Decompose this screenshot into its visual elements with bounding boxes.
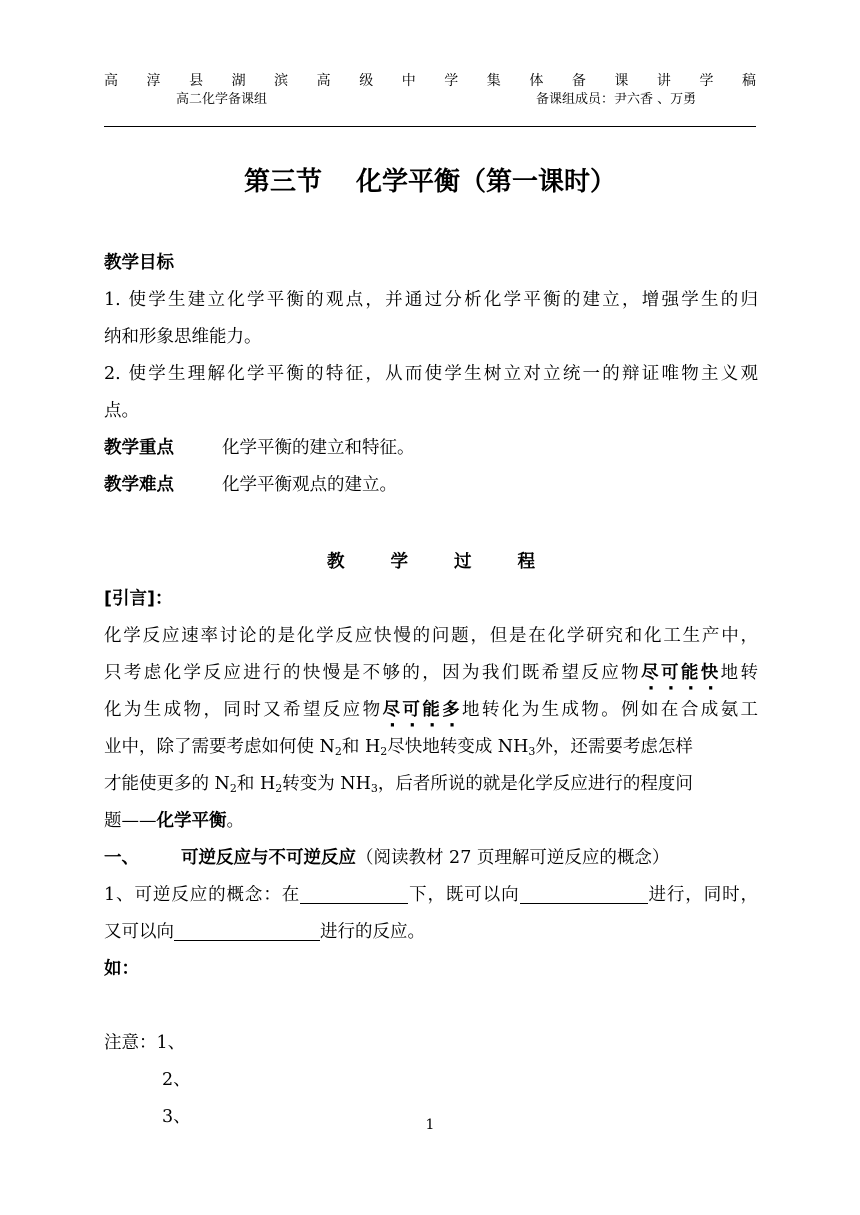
emphasis-as-fast-as-possible	[641, 663, 721, 683]
title-section: 第三节	[243, 167, 322, 197]
header-group: 高二化学备课组	[176, 92, 268, 107]
emphasis-char: 能	[422, 700, 443, 720]
concept-text: 进行的反应。	[320, 922, 425, 942]
difficulty-row	[104, 467, 758, 504]
difficulty-text: 化学平衡观点的建立。	[222, 475, 397, 495]
header-char: 学	[699, 73, 714, 89]
header-char: 课	[614, 73, 629, 89]
header-rule	[104, 126, 756, 127]
objectives-heading: 教学目标	[104, 253, 174, 273]
emphasis-char: 能	[680, 663, 701, 683]
header-char: 级	[359, 73, 374, 89]
note-item: 3、	[162, 1107, 191, 1127]
section-1-heading	[104, 840, 758, 877]
objective-1-line-2: 纳和形象思维能力。	[104, 327, 262, 347]
subscript: 2	[275, 782, 283, 795]
intro-line-3	[104, 692, 758, 729]
intro-text: 尽快地转变成 NH	[387, 737, 529, 757]
intro-text: 。	[226, 811, 244, 831]
subscript: 3	[528, 745, 536, 758]
key-point-label: 教学重点	[104, 438, 174, 458]
intro-line-1: 化学反应速率讨论的是化学反应快慢的问题，但是在化学研究和化工生产中，	[104, 626, 758, 646]
intro-text: 化为生成物，同时又希望反应物	[104, 700, 383, 720]
subscript: 2	[229, 782, 237, 795]
header-char: 稿	[741, 73, 756, 89]
intro-text: 业中，除了需要考虑如何使 N	[104, 737, 335, 757]
intro-line-6	[104, 803, 758, 840]
emphasis-char: 可	[402, 700, 423, 720]
header-char: 高	[104, 73, 118, 89]
header-char: 讲	[656, 73, 671, 89]
process-heading: 教学过程	[327, 552, 581, 572]
concept-text: 又可以向	[104, 922, 174, 942]
emphasis-char: 快	[700, 663, 721, 683]
emphasis-char: 尽	[382, 700, 403, 720]
header-char: 中	[401, 73, 416, 89]
concept-line-2	[104, 914, 758, 951]
intro-text: 题——	[104, 811, 157, 831]
intro-text: 和 H	[236, 774, 276, 794]
concept-line-1	[104, 877, 758, 914]
example-label: 如：	[104, 959, 139, 979]
document-body	[104, 245, 758, 1136]
header-char: 湖	[231, 73, 246, 89]
section-1-note: （阅读教材 27 页理解可逆反应的概念）	[356, 848, 670, 868]
key-point-text: 化学平衡的建立和特征。	[222, 438, 415, 458]
intro-line-5	[104, 766, 758, 803]
page-number: 1	[425, 1117, 435, 1133]
notes-row-1	[104, 1025, 758, 1062]
subscript: 2	[334, 745, 342, 758]
header-char: 滨	[274, 73, 289, 89]
emphasis-char: 可	[660, 663, 681, 683]
header-char: 备	[571, 73, 586, 89]
key-point-row	[104, 430, 758, 467]
concept-text: 1、可逆反应的概念：在	[104, 885, 301, 905]
difficulty-label: 教学难点	[104, 475, 174, 495]
header-char: 体	[529, 73, 544, 89]
section-1-number: 一、	[104, 848, 139, 868]
emphasis-char: 多	[442, 700, 463, 720]
intro-text: ，后者所说的就是化学反应进行的程度问	[377, 774, 693, 794]
notes-label: 注意：	[104, 1033, 157, 1053]
intro-text: 只考虑化学反应进行的快慢是不够的，因为我们既希望反应物	[104, 663, 642, 683]
note-item: 2、	[162, 1070, 191, 1090]
emphasis-chemical-equilibrium: 化学平衡	[156, 811, 227, 831]
note-item: 1、	[156, 1033, 186, 1053]
intro-heading: [引言]：	[104, 589, 173, 609]
emphasis-as-much-as-possible	[382, 700, 462, 720]
header-char: 学	[444, 73, 459, 89]
concept-text: 下，既可以向	[408, 885, 520, 905]
subscript: 2	[380, 745, 388, 758]
intro-text: 才能使更多的 N	[104, 774, 230, 794]
fill-blank-condition[interactable]	[300, 877, 408, 904]
intro-text: 和 H	[341, 737, 381, 757]
header-char: 高	[316, 73, 331, 89]
subscript: 3	[370, 782, 378, 795]
header-members: 备课组成员：尹六香 、万勇	[536, 92, 697, 107]
section-1-title: 可逆反应与不可逆反应	[181, 848, 356, 868]
intro-text: 外，还需要考虑怎样	[535, 737, 693, 757]
objective-2-line-1: 2. 使学生理解化学平衡的特征，从而使学生树立对立统一的辩证唯物主义观	[104, 364, 758, 384]
objective-1-line-1: 1. 使学生建立化学平衡的观点，并通过分析化学平衡的建立，增强学生的归	[104, 290, 758, 310]
header-char: 集	[486, 73, 501, 89]
emphasis-char: 尽	[641, 663, 661, 683]
title-topic: 化学平衡（第一课时）	[356, 167, 617, 197]
concept-text: 进行，同时，	[647, 885, 759, 905]
page-title	[0, 164, 860, 200]
header-char: 淳	[146, 73, 161, 89]
intro-text: 地转化为生成物。例如在合成氨工	[462, 700, 758, 720]
fill-blank-direction-2[interactable]	[174, 914, 320, 941]
fill-blank-direction-1[interactable]	[520, 877, 648, 904]
notes-row-2	[104, 1062, 758, 1099]
intro-text: 转变为 NH	[282, 774, 371, 794]
objective-2-line-2: 点。	[104, 401, 139, 421]
header-char: 县	[189, 73, 204, 89]
intro-line-2	[104, 655, 758, 692]
intro-text: 地转	[720, 663, 758, 683]
header-school-name	[104, 72, 756, 90]
